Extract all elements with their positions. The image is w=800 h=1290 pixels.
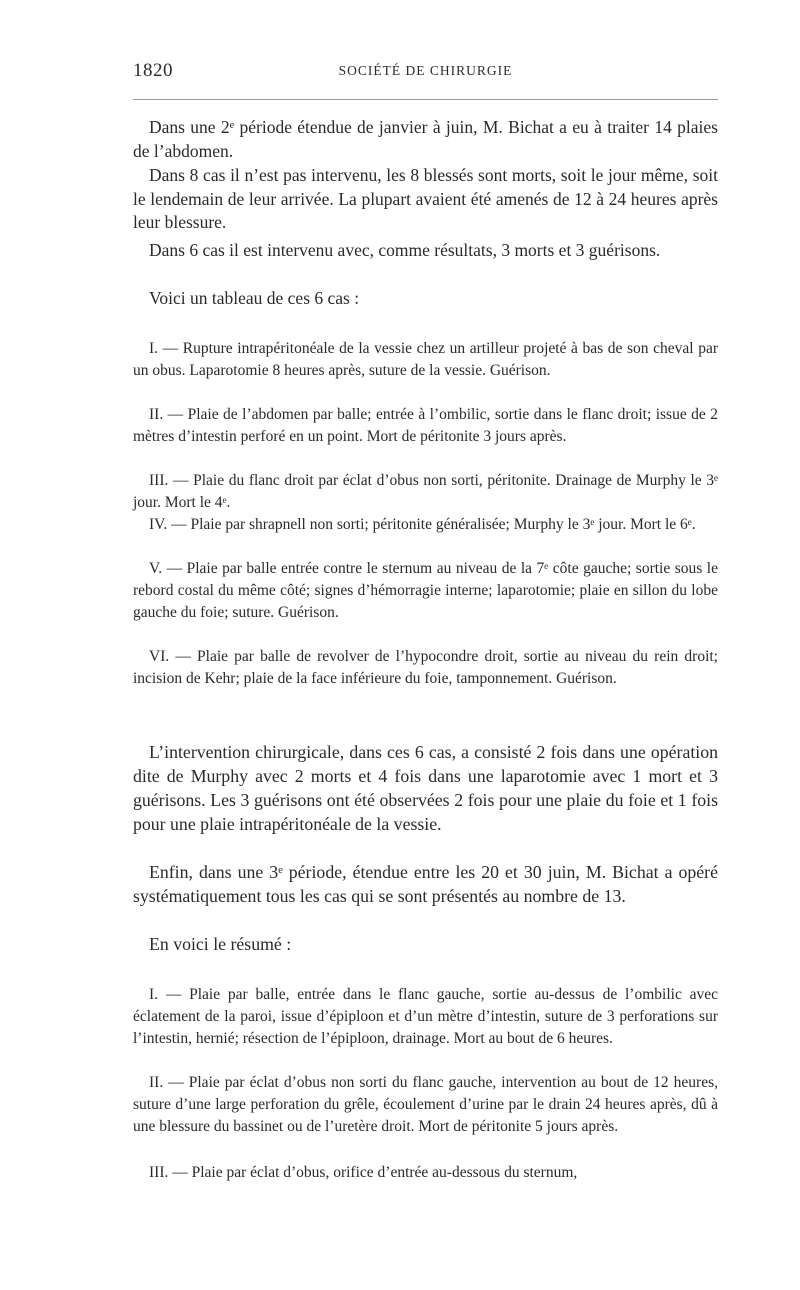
- case-entry: II. — Plaie de l’abdomen par balle; entrée à l’ombilic, sortie dans le flanc droit; issue de 2 mètres d’intestin perforé en un point. Mort de péritonite 3 jours après.: [133, 406, 718, 445]
- page-number: 1820: [133, 60, 173, 81]
- page-header: [133, 60, 718, 84]
- case-entry: III. — Plaie par éclat d’obus, orifice d’entrée au-dessous du sternum,: [149, 1164, 578, 1181]
- case-entry: I. — Plaie par balle, entrée dans le flanc gauche, sortie au-dessus de l’ombilic avec éclatement de la paroi, issue d’épiploon et d’un mètre d’intestin, suture de 3 perforations sur l’intestin, hernié; résection de l’épiploon, drainage. Mort au bout de 6 heures.: [133, 986, 718, 1047]
- body-paragraph: Dans une 2ᵉ période étendue de janvier à juin, M. Bichat a eu à traiter 14 plaies de l’abdomen.: [133, 117, 718, 161]
- body-paragraph: Enfin, dans une 3ᵉ période, étendue entre les 20 et 30 juin, M. Bichat a opéré systématiquement tous les cas qui se sont présentés au nombre de 13.: [133, 862, 718, 906]
- case-entry: III. — Plaie du flanc droit par éclat d’obus non sorti, péritonite. Drainage de Murphy le 3ᵉ jour. Mort le 4ᵉ.: [133, 472, 718, 511]
- body-paragraph: En voici le résumé :: [149, 934, 292, 954]
- body-paragraph: Voici un tableau de ces 6 cas :: [149, 288, 360, 308]
- header-rule: [133, 99, 718, 100]
- case-entry: I. — Rupture intrapéritonéale de la vessie chez un artilleur projeté à bas de son cheval par un obus. Laparotomie 8 heures après, suture de la vessie. Guérison.: [133, 340, 718, 379]
- case-entry: IV. — Plaie par shrapnell non sorti; péritonite généralisée; Murphy le 3ᵉ jour. Mort le 6ᵉ.: [149, 516, 696, 533]
- case-entry: II. — Plaie par éclat d’obus non sorti du flanc gauche, intervention au bout de 12 heures, suture d’une large perforation du grêle, écoulement d’urine par le drain 24 heures après, dû à une blessure du bassinet ou de l’uretère droit. Mort de péritonite 5 jours après.: [133, 1074, 718, 1135]
- running-title: SOCIÉTÉ DE CHIRURGIE: [338, 63, 513, 78]
- body-paragraph: Dans 6 cas il est intervenu avec, comme résultats, 3 morts et 3 guérisons.: [149, 240, 661, 260]
- case-entry: VI. — Plaie par balle de revolver de l’hypocondre droit, sortie au niveau du rein droit; incision de Kehr; plaie de la face inférieure du foie, tamponnement. Guérison.: [133, 648, 718, 687]
- body-paragraph: Dans 8 cas il n’est pas intervenu, les 8 blessés sont morts, soit le jour même, soit le lendemain de leur arrivée. La plupart avaient été amenés de 12 à 24 heures après leur blessure.: [133, 165, 718, 233]
- body-paragraph: L’intervention chirurgicale, dans ces 6 cas, a consisté 2 fois dans une opération dite de Murphy avec 2 morts et 4 fois dans une laparotomie avec 1 mort et 3 guérisons. Les 3 guérisons ont été observées 2 fois pour une plaie du foie et 1 fois pour une plaie intrapéritonéale de la vessie.: [133, 742, 718, 834]
- case-entry: V. — Plaie par balle entrée contre le sternum au niveau de la 7ᵉ côte gauche; sortie sous le rebord costal du même côté; signes d’hémorragie interne; laparotomie; plaie en sillon du lobe gauche du foie; suture. Guérison.: [133, 560, 718, 621]
